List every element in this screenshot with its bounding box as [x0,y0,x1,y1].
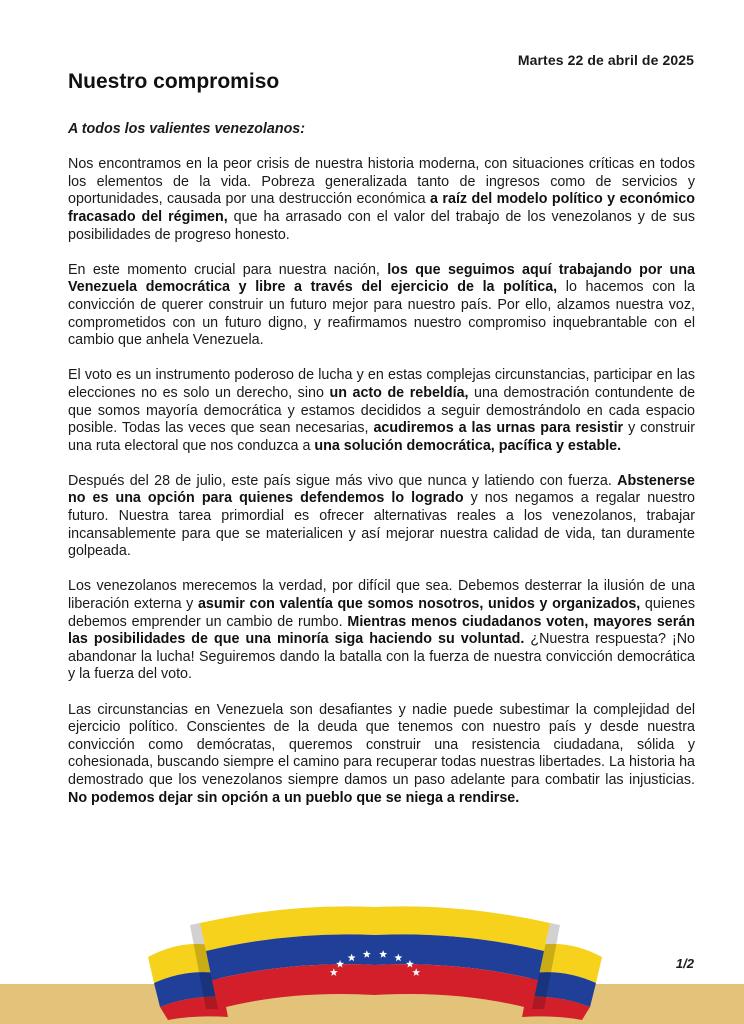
letter-paragraph [68,578,695,684]
page-title: Nuestro compromiso [68,70,280,93]
bold-text: asumir con valentía que somos nosotros, unidos y organizados, [197,596,641,613]
venezuela-flag-ribbon-icon [140,885,610,1020]
text-run: Después del 28 de julio, este país sigue más vivo que nunca y latiendo con fuerza. [68,472,618,489]
bold-text: Abstenerse no es una opción para quienes defendemos lo logrado [68,472,695,507]
text-run: una demostración contundente de que somos mayoría democrática y estamos decididos a seguir demostrándolo en cada espacio posible. Todas las veces que sean necesarias, [68,384,696,437]
bold-text: un acto de rebeldía, [329,384,469,401]
page-number: 1/2 [675,956,694,971]
text-run: lo hacemos con la convicción de querer construir un futuro mejor para nuestro país. Por ello, alzamos nuestra voz, comprometidos con un futuro digno, y reafirmamos nuestro compromiso inquebrantable con el cambio que anhela Venezuela. [68,279,695,349]
letter-paragraph [68,156,695,244]
letter-paragraph [68,367,695,455]
letter-date: Martes 22 de abril de 2025 [517,52,694,68]
text-run: Las circunstancias en Venezuela son desafiantes y nadie puede subestimar la complejidad del ejercicio político. Conscientes de la deuda que tenemos con nuestro país y desde nuestra convicción como demócratas, queremos construir una resistencia ciudadana, sólida y cohesionada, buscando siempre el camino para recuperar todas nuestras libertades. La historia ha demostrado que los venezolanos siempre damos un paso adelante para combatir las injusticias. [68,701,695,788]
text-run: En este momento crucial para nuestra nación, [68,261,388,278]
bold-text: a raíz del modelo político y económico fracasado del régimen, [68,191,695,225]
letter-paragraph [68,262,695,350]
letter-body [68,121,695,825]
salutation: A todos los valientes venezolanos: [68,121,306,137]
text-run: Los venezolanos merecemos la verdad, por difícil que sea. Debemos desterrar la ilusión de una liberación externa y [68,578,695,613]
ribbon-main [200,906,550,1009]
bold-text: los que seguimos aquí trabajando por una Venezuela democrática y libre a través del ejercicio de la política, [68,261,695,296]
text-run: ¿Nuestra respuesta? ¡No abandonar la lucha! Seguiremos dando la batalla con la fuerza de nuestra convicción democrática y la fuerza del voto. [68,631,696,683]
bold-text: una solución democrática, pacífica y estable. [314,437,622,454]
bold-text: Mientras menos ciudadanos voten, mayores serán las posibilidades de que una minoría siga haciendo su voluntad. [68,613,695,648]
letter-paragraph [68,473,695,561]
text-run: y nos negamos a regalar nuestro futuro. Nuestra tarea primordial es ofrecer alternativas reales a los venezolanos, trabajar incansablemente para que se materialicen y así mejorar nuestra calidad de vida, tan duramente golpeada. [68,490,695,560]
bold-text: No podemos dejar sin opción a un pueblo que se niega a rendirse. [68,789,520,806]
text-run: y construir una ruta electoral que nos conduzca a [68,420,695,454]
text-run: que ha arrasado con el valor del trabajo de los venezolanos y de sus posibilidades de progreso honesto. [68,208,695,243]
text-run: El voto es un instrumento poderoso de lucha y en estas complejas circunstancias, participar en las elecciones no es solo un derecho, sino [68,367,695,401]
bold-text: acudiremos a las urnas para resistir [373,420,624,437]
letter-paragraph [68,702,695,808]
letter-paragraphs [68,156,695,807]
text-run: Nos encontramos en la peor crisis de nuestra historia moderna, con situaciones críticas en todos los elementos de la vida. Pobreza generalizada tanto de ingresos como de servicios y oportunidades, causada por una destrucción económica [68,156,695,208]
text-run: quienes debemos emprender un cambio de rumbo. [68,596,696,630]
